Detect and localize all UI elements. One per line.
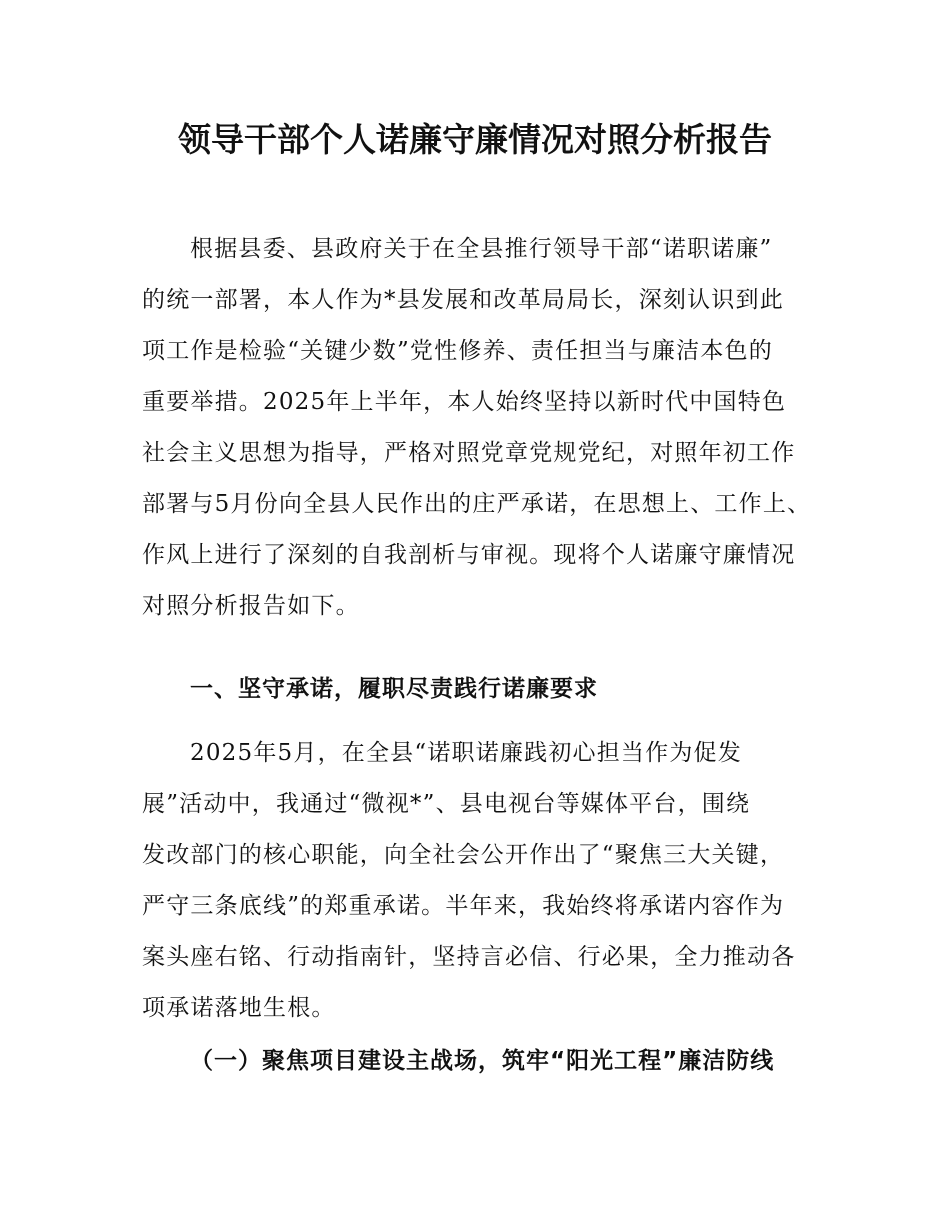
paragraph-line: 2025年5月，在全县“诺职诺廉践初心担当作为促发 bbox=[190, 740, 742, 766]
document-title: 领导干部个人诺廉守廉情况对照分析报告 bbox=[178, 120, 772, 159]
paragraph-line: 社会主义思想为指导，严格对照党章党规党纪，对照年初工作 bbox=[142, 440, 796, 466]
paragraph-line: 的统一部署，本人作为*县发展和改革局局长，深刻认识到此 bbox=[142, 287, 784, 313]
paragraph-line: 项工作是检验“关键少数”党性修养、责任担当与廉洁本色的 bbox=[142, 338, 773, 364]
paragraph-line: 展”活动中，我通过“微视*”、县电视台等媒体平台，围绕 bbox=[142, 791, 751, 817]
paragraph-line: 作风上进行了深刻的自我剖析与审视。现将个人诺廉守廉情况 bbox=[142, 542, 796, 568]
subsection-heading: （一）聚焦项目建设主战场，筑牢“阳光工程”廉洁防线 bbox=[190, 1048, 775, 1074]
paragraph-line: 对照分析报告如下。 bbox=[142, 593, 360, 619]
paragraph-line: 发改部门的核心职能，向全社会公开作出了“聚焦三大关键， bbox=[142, 842, 785, 868]
paragraph-line: 根据县委、县政府关于在全县推行领导干部“诺职诺廉” bbox=[190, 236, 773, 262]
paragraph-line: 部署与5月份向全县人民作出的庄严承诺，在思想上、工作上、 bbox=[142, 491, 812, 517]
section-heading: 一、坚守承诺，履职尽责践行诺廉要求 bbox=[190, 676, 598, 702]
paragraph-line: 重要举措。2025年上半年，本人始终坚持以新时代中国特色 bbox=[142, 389, 787, 415]
paragraph-line: 案头座右铭、行动指南针，坚持言必信、行必果，全力推动各 bbox=[142, 944, 796, 970]
paragraph-line: 严守三条底线”的郑重承诺。半年来，我始终将承诺内容作为 bbox=[142, 893, 785, 919]
paragraph-line: 项承诺落地生根。 bbox=[142, 995, 336, 1021]
section-paragraph bbox=[142, 728, 795, 1034]
intro-paragraph bbox=[142, 224, 811, 632]
